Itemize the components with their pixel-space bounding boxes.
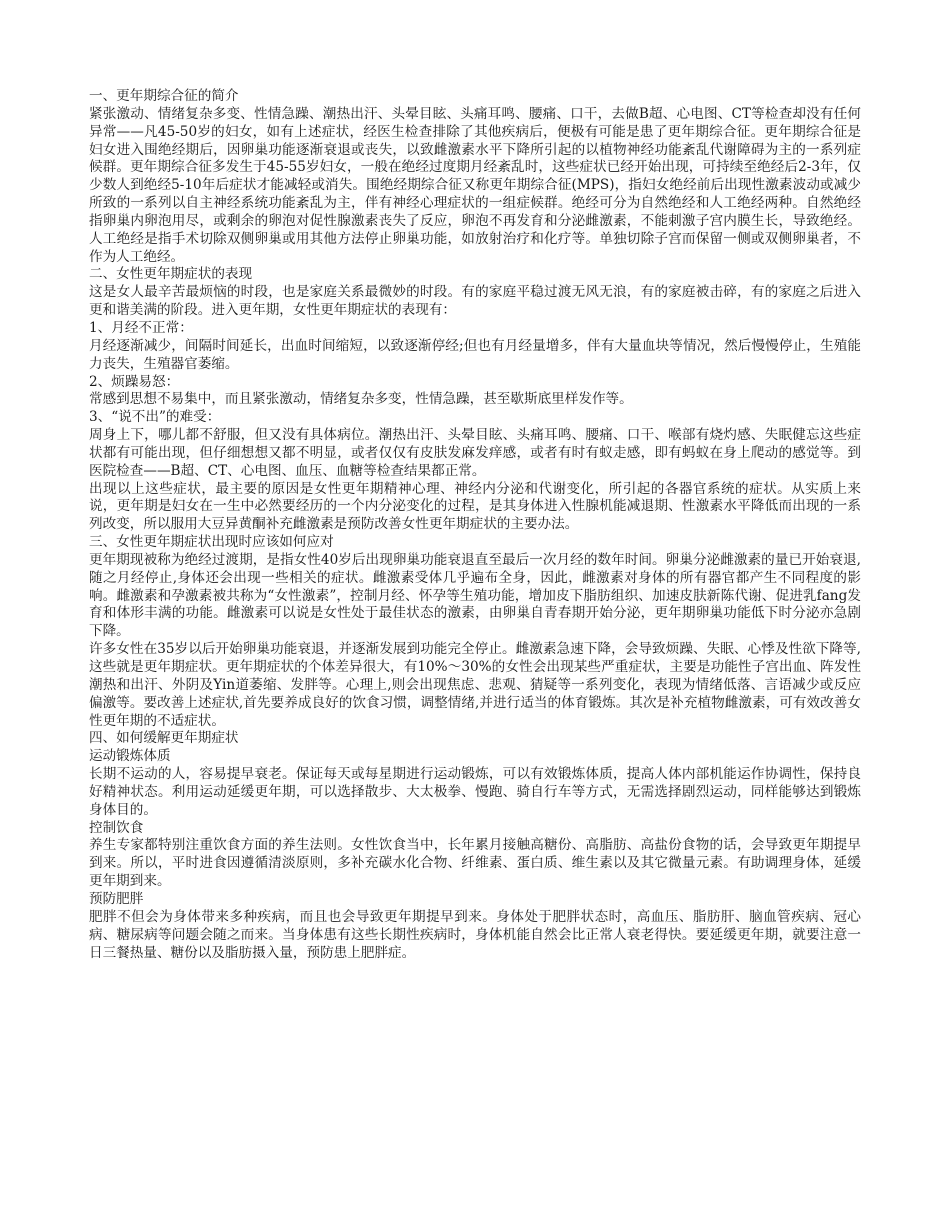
section-2-heading: 二、女性更年期症状的表现 xyxy=(89,266,253,283)
section-3-heading: 三、女性更年期症状出现时应该如何应对 xyxy=(89,534,334,551)
symptom-3-paragraph: 周身上下，哪儿都不舒服，但又没有具体病位。潮热出汗、头晕目眩、头痛耳鸣、腰痛、口干、喉部有烧灼感、失眠健忘这些症状都有可能出现，但仔细想想又都不明显，或者仅仅有皮肤发麻发痒感，或者有时有蚁走感，即有蚂蚁在身上爬动的感觉等。到医院检查——B超、CT、心电图、血压、血糖等检查结果都正常。 xyxy=(89,427,861,479)
section-2-intro: 这是女人最辛苦最烦恼的时段，也是家庭关系最微妙的时段。有的家庭平稳过渡无风无浪，有的家庭被击碎，有的家庭之后进入更和谐美满的阶段。进入更年期，女性更年期症状的表现有： xyxy=(89,284,861,319)
section-4-heading: 四、如何缓解更年期症状 xyxy=(89,730,239,747)
document-body xyxy=(89,88,861,962)
section-1-paragraph-1: 紧张激动、情绪复杂多变、性情急躁、潮热出汗、头晕目眩、头痛耳鸣、腰痛、口干，去做B超、心电图、CT等检查却没有任何异常——凡45-50岁的妇女，如有上述症状，经医生检查排除了其他疾病后，便极有可能是患了更年期综合征。更年期综合征是妇女进入围绝经期后，因卵巢功能逐渐衰退或丧失，以致雌激素水平下降所引起的以植物神经功能紊乱代谢障碍为主的一系列症候群。更年期综合征多发生于45-55岁妇女，一般在绝经过度期月经紊乱时，这些症状已经开始出现，可持续至绝经后2-3年，仅少数人到绝经5-10年后症状才能减轻或消失。围绝经期综合征又称更年期综合征(MPS)，指妇女绝经前后出现性激素波动或减少所致的一系列以自主神经系统功能紊乱为主，伴有神经心理症状的一组症候群。绝经可分为自然绝经和人工绝经两种。自然绝经指卵巢内卵泡用尽，或剩余的卵泡对促性腺激素丧失了反应，卵泡不再发育和分泌雌激素，不能刺激子宫内膜生长，导致绝经。人工绝经是指手术切除双侧卵巢或用其他方法停止卵巢功能，如放射治疗和化疗等。单独切除子宫而保留一侧或双侧卵巢者，不作为人工绝经。 xyxy=(89,105,861,265)
section-1-heading: 一、更年期综合征的简介 xyxy=(89,88,239,104)
symptom-1-paragraph: 月经逐渐减少，间隔时间延长，出血时间缩短，以致逐渐停经;但也有月经量增多，伴有大量血块等情况，然后慢慢停止，生殖能力丧失，生殖器官萎缩。 xyxy=(89,337,861,372)
symptom-1-heading: 1、月经不正常： xyxy=(89,319,193,336)
symptom-3-heading: 3、“说不出”的难受： xyxy=(89,409,221,426)
exercise-heading: 运动锻炼体质 xyxy=(89,748,171,765)
diet-heading: 控制饮食 xyxy=(89,819,144,836)
diet-paragraph: 养生专家都特别注重饮食方面的养生法则。女性饮食当中，长年累月接触高糖份、高脂肪、高盐份食物的话，会导致更年期提早到来。所以，平时进食因遵循清淡原则，多补充碳水化合物、纤维素、蛋白质、维生素以及其它微量元素。有助调理身体，延缓更年期到来。 xyxy=(89,837,861,890)
obesity-paragraph: 肥胖不但会为身体带来多种疾病，而且也会导致更年期提早到来。身体处于肥胖状态时，高血压、脂肪肝、脑血管疾病、冠心病、糖尿病等问题会随之而来。当身体患有这些长期性疾病时，身体机能自然会比正常人衰老得快。要延缓更年期，就要注意一日三餐热量、糖份以及脂肪摄入量，预防患上肥胖症。 xyxy=(89,908,861,961)
symptom-2-paragraph: 常感到思想不易集中，而且紧张激动，情绪复杂多变，性情急躁，甚至歇斯底里样发作等。 xyxy=(89,391,633,408)
section-2-summary: 出现以上这些症状，最主要的原因是女性更年期精神心理、神经内分泌和代谢变化，所引起的各器官系统的症状。从实质上来说，更年期是妇女在一生中必然要经历的一个内分泌变化的过程，是其身体进入性腺机能减退期、性激素水平降低而出现的一系列改变，所以服用大豆异黄酮补充雌激素是预防改善女性更年期症状的主要办法。 xyxy=(89,480,861,533)
section-3-paragraph-1: 更年期现被称为绝经过渡期，是指女性40岁后出现卵巢功能衰退直至最后一次月经的数年时间。卵巢分泌雌激素的量已开始衰退,随之月经停止,身体还会出现一些相关的症状。雌激素受体几乎遍布全身，因此，雌激素对身体的所有器官都产生不同程度的影响。雌激素和孕激素被共称为“女性激素”，控制月经、怀孕等生殖功能，增加皮下脂肪组织、加速皮肤新陈代谢、促进乳fang发育和体形丰满的功能。雌激素可以说是女性处于最佳状态的激素，由卵巢自青春期开始分泌，更年期卵巢功能低下时分泌亦急剧下降。 xyxy=(89,551,861,640)
section-3-paragraph-2: 许多女性在35岁以后开始卵巢功能衰退，并逐渐发展到功能完全停止。雌激素急速下降，会导致烦躁、失眠、心悸及性欲下降等,这些就是更年期症状。更年期症状的个体差异很大，有10%～30%的女性会出现某些严重症状，主要是功能性子宫出血、阵发性潮热和出汗、外阴及Yin道萎缩、发胖等。心理上,则会出现焦虑、悲观、猜疑等一系列变化，表现为情绪低落、言语减少或反应偏激等。要改善上述症状,首先要养成良好的饮食习惯，调整情绪,并进行适当的体育锻炼。其次是补充植物雌激素，可有效改善女性更年期的不适症状。 xyxy=(89,641,861,729)
exercise-paragraph: 长期不运动的人，容易提早衰老。保证每天或每星期进行运动锻炼，可以有效锻炼体质，提高人体内部机能运作协调性，保持良好精神状态。利用运动延缓更年期，可以选择散步、大太极拳、慢跑、骑自行车等方式，无需选择剧烈运动，同样能够达到锻炼身体目的。 xyxy=(89,766,861,818)
obesity-heading: 预防肥胖 xyxy=(89,890,144,907)
symptom-2-heading: 2、烦躁易怒： xyxy=(89,373,180,390)
